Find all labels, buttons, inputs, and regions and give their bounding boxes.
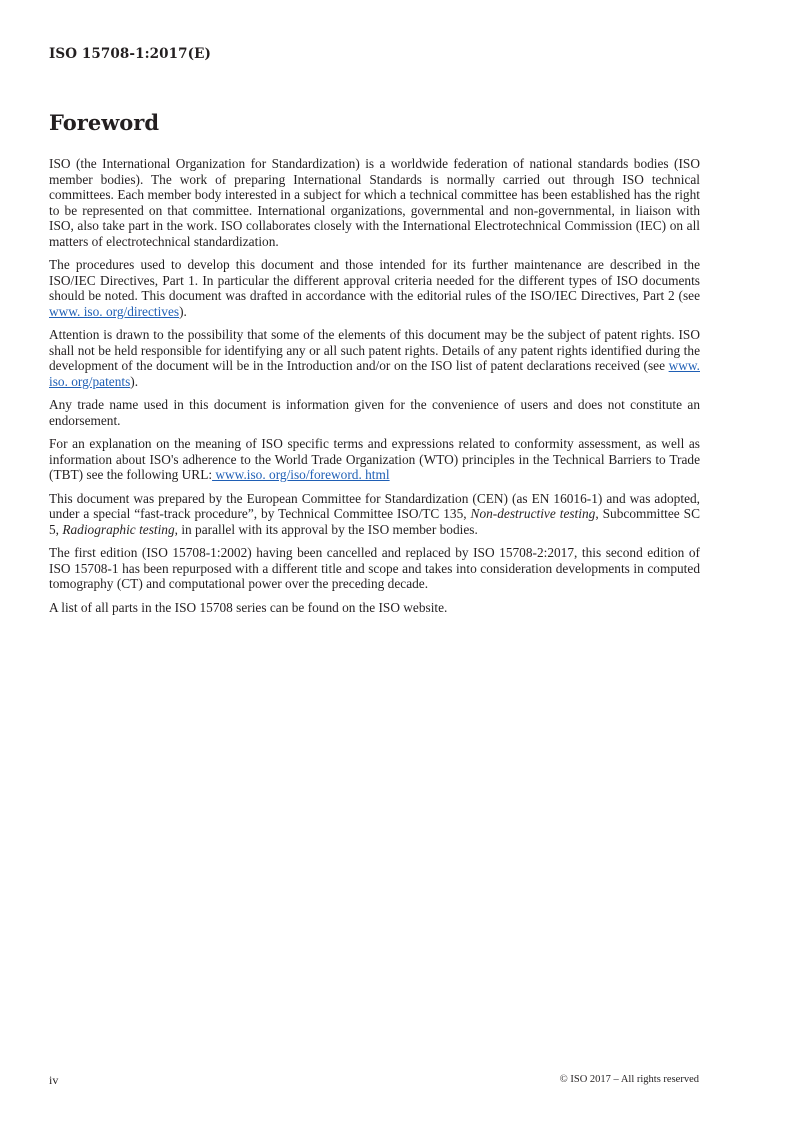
paragraph-conformity-text: For an explanation on the meaning of ISO specific terms and expressions related to conformity assessment, as well as information about ISO's adherence to the World Trade Organization (WTO) principles in the Technical Barriers to Trade (TBT) see the following URL: [49,436,700,482]
paragraph-patents [49,327,700,389]
paragraph-series-list: A list of all parts in the ISO 15708 series can be found on the ISO website. [49,599,448,615]
paragraph-patents-end: ). [130,373,139,389]
paragraph-prepared-by-text-c: , in parallel with its approval by the ISO member bodies. [174,521,478,537]
paragraph-prepared-by-text-b: , Subcommittee SC 5, [49,506,700,537]
paragraph-procedures [49,257,700,319]
page-number: iv [49,1073,59,1087]
paragraph-procedures-end: ). [179,303,187,319]
subcommittee-name: Radiographic testing [62,521,175,537]
paragraph-trade-name: Any trade name used in this document is information given for the convenience of users and does not constitute an endorsement. [49,397,700,428]
paragraph-edition: The first edition (ISO 15708-1:2002) having been cancelled and replaced by ISO 15708-2:2017, this second edition of ISO 15708-1 has been repurposed with a different title and scope and takes into consideration developments in computed tomography (CT) and computational power over the preceding decade. [49,545,700,591]
copyright-notice: © ISO 2017 – All rights reserved [559,1074,699,1085]
paragraph-procedures-text: The procedures used to develop this document and those intended for its further maintenance are described in the ISO/IEC Directives, Part 1. In particular the different approval criteria needed for the different types of ISO documents should be noted. This document was drafted in accordance with the editorial rules of the ISO/IEC Directives, Part 2 (see [49,257,700,303]
paragraph-conformity [49,436,700,483]
directives-link[interactable]: www. iso. org/directives [49,303,180,319]
paragraph-patents-text: Attention is drawn to the possibility that some of the elements of this document may be the subject of patent rights. ISO shall not be held responsible for identifying any or all such patent rights. Details of any patent rights identified during the development of the document will be in the Introduction and/or on the ISO list of patent declarations received (see [49,327,700,373]
paragraph-iso-intro: ISO (the International Organization for Standardization) is a worldwide federation of national standards bodies (ISO member bodies). The work of preparing International Standards is normally carried out through ISO technical committees. Each member body interested in a subject for which a technical committee has been established has the right to be represented on that committee. International organizations, governmental and non-governmental, in liaison with ISO, also take part in the work. ISO collaborates closely with the International Electrotechnical Commission (IEC) on all matters of electrotechnical standardization. [49,156,700,249]
paragraph-prepared-by [49,491,700,538]
foreword-link[interactable]: www.iso. org/iso/foreword. html [212,467,390,482]
committee-name: Non-destructive testing [470,506,596,521]
page-title: Foreword [49,110,160,135]
patents-link[interactable]: www. iso. org/patents [49,358,700,389]
foreword-body [49,156,700,623]
paragraph-prepared-by-text-a: This document was prepared by the European Committee for Standardization (CEN) (as EN 16016-1) and was adopted, under a special “fast-track procedure”, by Technical Committee ISO/TC 135, [49,490,700,521]
document-id-header: ISO 15708-1:2017(E) [49,46,212,62]
